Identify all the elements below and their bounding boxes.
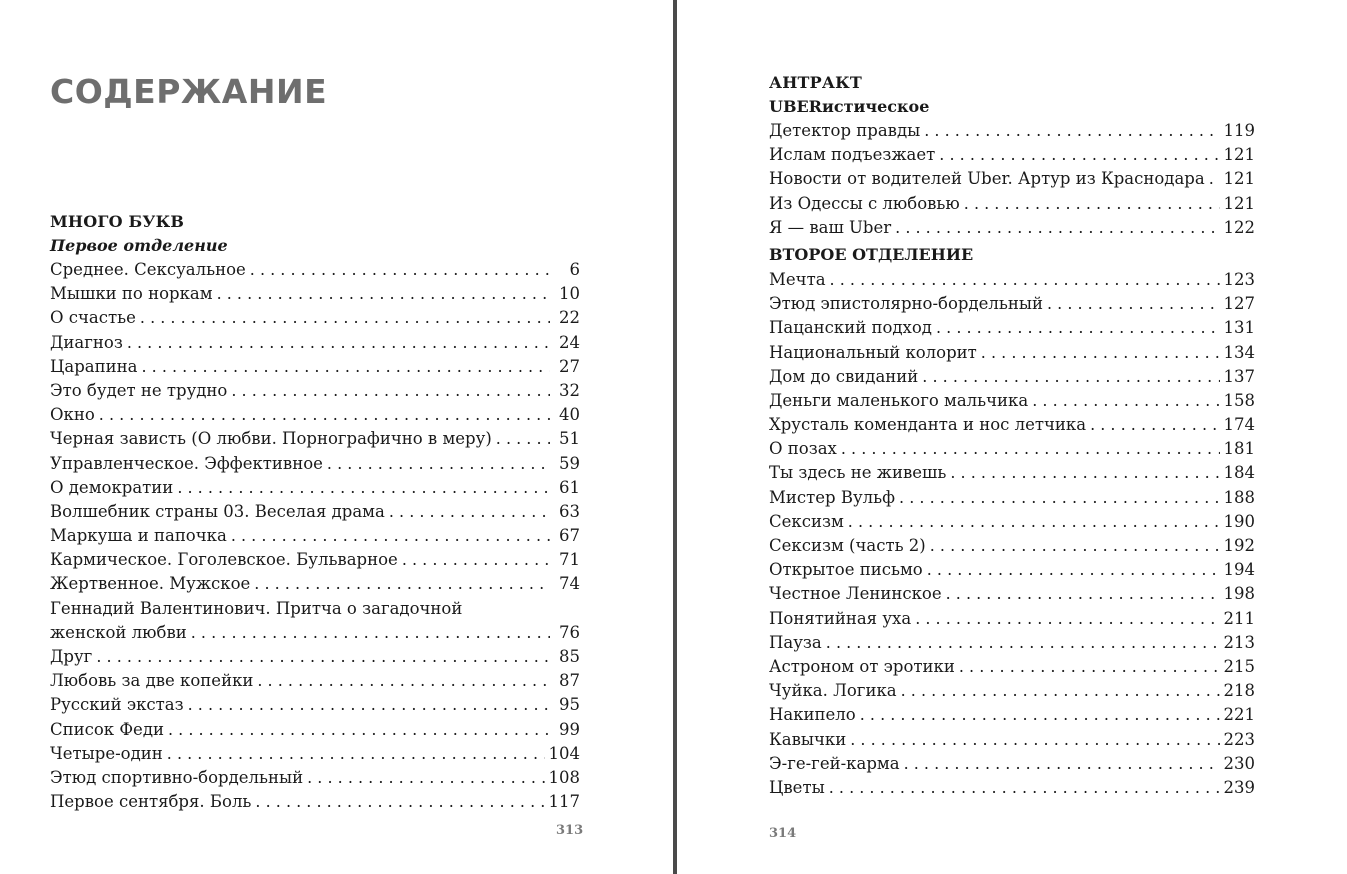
entry-title: Кармическое. Гоголевское. Бульварное	[50, 550, 398, 570]
dot-leader	[860, 703, 1220, 727]
entry-title: О позах	[769, 439, 837, 459]
entry-page: 198	[1223, 584, 1255, 604]
entry-title: Из Одессы с любовью	[769, 193, 960, 213]
entry-title: О демократии	[50, 477, 174, 497]
entry-title: Ты здесь не живешь	[769, 463, 947, 483]
toc-entry[interactable]	[769, 119, 1255, 143]
dot-leader	[389, 500, 550, 524]
dot-leader	[127, 331, 550, 355]
dot-leader	[930, 534, 1220, 558]
entry-page: 211	[1223, 608, 1255, 628]
entry-page: 10	[559, 284, 580, 304]
entry-page: 74	[559, 574, 580, 594]
toc-entry[interactable]	[769, 486, 1255, 510]
dot-leader	[826, 631, 1220, 655]
dot-leader	[168, 718, 550, 742]
entry-page: 215	[1223, 656, 1255, 676]
page-number: 313	[556, 823, 584, 838]
dot-leader	[959, 655, 1220, 679]
entry-page: 121	[1223, 145, 1255, 165]
contents-heading: СОДЕРЖАНИЕ	[50, 72, 328, 111]
entry-page: 221	[1223, 705, 1255, 725]
toc-entry[interactable]	[769, 316, 1255, 340]
entry-page: 117	[548, 792, 580, 812]
entry-title: Волшебник страны 03. Веселая драма	[50, 501, 385, 521]
entry-title: Э-ге-гей-карма	[769, 753, 900, 773]
section-title: Первое отделение	[50, 236, 228, 255]
dot-leader	[96, 645, 550, 669]
dot-leader	[307, 766, 544, 790]
toc-entry[interactable]	[769, 534, 1255, 558]
toc-entry[interactable]	[769, 389, 1255, 413]
entry-title: Царапина	[50, 356, 138, 376]
dot-leader	[496, 427, 550, 451]
entry-title: Четыре-один	[50, 743, 163, 763]
entry-title: Управленческое. Эффективное	[50, 453, 323, 473]
dot-leader	[915, 607, 1219, 631]
entry-page: 87	[559, 671, 580, 691]
dot-leader	[250, 258, 550, 282]
toc-entry[interactable]	[50, 427, 580, 451]
entry-title-line1[interactable]: Геннадий Валентинович. Притча о загадочной	[50, 598, 463, 618]
entry-page: 67	[559, 526, 580, 546]
entry-title: Мечта	[769, 269, 826, 289]
left-page	[0, 0, 673, 874]
dot-leader	[841, 437, 1220, 461]
toc-entry[interactable]	[769, 341, 1255, 365]
dot-leader	[964, 192, 1220, 216]
entry-title: Астроном от эротики	[769, 656, 955, 676]
entry-title: О счастье	[50, 308, 136, 328]
dot-leader	[981, 341, 1220, 365]
toc-entry[interactable]	[769, 192, 1255, 216]
entry-title: Этюд эпистолярно-бордельный	[769, 294, 1043, 314]
entry-title: Чуйка. Логика	[769, 681, 897, 701]
dot-leader	[257, 669, 550, 693]
entry-page: 85	[559, 647, 580, 666]
entry-title: Пацанский подход	[769, 318, 932, 338]
toc-entry[interactable]	[769, 461, 1255, 485]
part-title: МНОГО БУКВ	[50, 212, 185, 231]
entry-page: 24	[559, 332, 580, 352]
entry-page: 6	[569, 260, 580, 279]
entry-page: 127	[1223, 294, 1255, 314]
dot-leader	[231, 524, 550, 548]
entry-page: 59	[559, 453, 580, 473]
entry-page: 137	[1223, 366, 1255, 386]
toc-entry[interactable]	[50, 790, 580, 814]
entry-page: 76	[559, 622, 580, 642]
toc-entry[interactable]	[769, 582, 1255, 606]
toc-entry[interactable]	[769, 631, 1255, 655]
toc-entry[interactable]	[50, 669, 580, 693]
toc-entry[interactable]	[769, 679, 1255, 703]
entry-page: 51	[559, 429, 580, 449]
toc-entry[interactable]	[769, 413, 1255, 437]
entry-title: Понятийная уха	[769, 608, 912, 628]
section-title: ВТОРОЕ ОТДЕЛЕНИЕ	[769, 244, 974, 264]
toc-entry[interactable]	[50, 379, 580, 403]
dot-leader	[141, 355, 550, 379]
dot-leader	[830, 268, 1220, 292]
toc-entry[interactable]	[769, 703, 1255, 727]
entry-page: 223	[1223, 729, 1255, 749]
entry-page: 95	[559, 695, 580, 715]
entry-page: 192	[1223, 536, 1255, 555]
toc-entry[interactable]	[769, 292, 1255, 316]
dot-leader	[904, 752, 1220, 776]
entry-title: Мышки по норкам	[50, 284, 213, 304]
toc-entry[interactable]	[50, 355, 580, 379]
toc-entry[interactable]	[50, 766, 580, 790]
toc-entry[interactable]	[769, 728, 1255, 752]
toc-entry[interactable]	[50, 718, 580, 742]
toc-entry[interactable]	[769, 268, 1255, 292]
toc-entry[interactable]	[50, 645, 580, 669]
dot-leader	[188, 693, 550, 717]
dot-leader	[1047, 292, 1220, 316]
dot-leader	[254, 572, 550, 596]
toc-entry[interactable]	[50, 331, 580, 355]
entry-title: Окно	[50, 405, 95, 425]
dot-leader	[99, 403, 550, 427]
entry-page: 188	[1223, 487, 1255, 507]
toc-entry[interactable]	[50, 476, 580, 500]
entry-page: 213	[1223, 632, 1255, 652]
dot-leader	[829, 776, 1220, 800]
dot-leader	[217, 282, 550, 306]
dot-leader	[402, 548, 550, 572]
dot-leader	[231, 379, 550, 403]
entry-title: Первое сентября. Боль	[50, 792, 252, 812]
toc-entry[interactable]	[769, 607, 1255, 631]
right-toc	[769, 71, 1255, 800]
entry-title: Жертвенное. Мужское	[50, 574, 251, 594]
dot-leader	[1090, 413, 1219, 437]
dot-leader	[850, 728, 1219, 752]
entry-page: 22	[559, 308, 580, 328]
entry-page: 99	[559, 719, 580, 739]
toc-entry[interactable]	[50, 306, 580, 330]
entry-title: Черная зависть (О любви. Порнографично в меру)	[50, 429, 492, 449]
section-title: UBERистическое	[769, 97, 930, 116]
entry-page: 123	[1223, 269, 1255, 289]
dot-leader	[899, 486, 1219, 510]
toc-entry[interactable]	[50, 693, 580, 717]
entry-page: 71	[559, 550, 580, 570]
entry-page: 190	[1223, 511, 1255, 531]
toc-entry[interactable]	[50, 742, 580, 766]
toc-entry[interactable]	[50, 452, 580, 476]
entry-page: 63	[559, 501, 580, 521]
entry-title: Цветы	[769, 777, 825, 797]
entry-title: Сексизм	[769, 511, 844, 531]
entry-title: Среднее. Сексуальное	[50, 260, 246, 279]
toc-entry[interactable]	[769, 143, 1255, 167]
entry-page: 181	[1223, 439, 1255, 459]
entry-title: Открытое письмо	[769, 560, 923, 580]
entry-title: Национальный колорит	[769, 342, 977, 362]
toc-entry[interactable]	[769, 752, 1255, 776]
entry-page: 134	[1223, 342, 1255, 362]
entry-title: Ислам подъезжает	[769, 145, 936, 165]
entry-page: 131	[1223, 318, 1255, 338]
entry-title: Хрусталь коменданта и нос летчика	[769, 415, 1087, 435]
toc-entry[interactable]	[50, 500, 580, 524]
toc-entry[interactable]	[769, 776, 1255, 800]
dot-leader	[327, 452, 550, 476]
dot-leader	[936, 316, 1220, 340]
entry-title: Деньги маленького мальчика	[769, 390, 1029, 410]
toc-entry[interactable]	[769, 655, 1255, 679]
dot-leader	[191, 621, 550, 645]
entry-title: Список Феди	[50, 719, 164, 739]
entry-title: Русский экстаз	[50, 695, 184, 715]
dot-leader	[927, 558, 1220, 582]
entry-title: Друг	[50, 647, 93, 666]
dot-leader	[895, 216, 1219, 240]
entry-page: 230	[1223, 753, 1255, 773]
entry-page: 61	[559, 477, 580, 497]
dot-leader	[901, 679, 1220, 703]
entry-title: Я — ваш Uber	[769, 217, 892, 237]
toc-entry[interactable]	[50, 548, 580, 572]
entry-page: 32	[559, 380, 580, 400]
entry-title: Пауза	[769, 632, 822, 652]
entry-title: Детектор правды	[769, 121, 921, 140]
entry-title: Сексизм (часть 2)	[769, 536, 926, 555]
entry-title: Маркуша и папочка	[50, 526, 227, 546]
entry-page: 108	[548, 767, 580, 787]
toc-entry[interactable]	[50, 282, 580, 306]
entry-title: Это будет не трудно	[50, 380, 228, 400]
toc-entry[interactable]	[769, 558, 1255, 582]
toc-entry[interactable]	[50, 403, 580, 427]
dot-leader	[924, 119, 1219, 143]
dot-leader	[140, 306, 550, 330]
entry-title: Любовь за две копейки	[50, 671, 254, 691]
part-title: АНТРАКТ	[769, 73, 862, 92]
dot-leader	[939, 143, 1219, 167]
toc-entry[interactable]	[769, 216, 1255, 240]
page-number: 314	[769, 826, 797, 841]
dot-leader	[922, 365, 1219, 389]
entry-page: 122	[1223, 217, 1255, 237]
entry-title: Накипело	[769, 705, 856, 725]
entry-title: женской любви	[50, 622, 187, 642]
toc-entry[interactable]	[50, 572, 580, 596]
dot-leader	[950, 461, 1219, 485]
entry-page: 174	[1223, 415, 1255, 435]
entry-title: Мистер Вульф	[769, 487, 896, 507]
dot-leader	[946, 582, 1220, 606]
entry-title: Новости от водителей Uber. Артур из Краснодара	[769, 169, 1205, 189]
toc-entry[interactable]	[50, 621, 580, 645]
dot-leader	[1209, 167, 1220, 191]
entry-page: 121	[1223, 193, 1255, 213]
entry-page: 104	[548, 743, 580, 763]
toc-entry[interactable]	[769, 167, 1255, 191]
entry-title: Кавычки	[769, 729, 847, 749]
entry-title: Этюд спортивно-бордельный	[50, 767, 304, 787]
entry-page: 218	[1223, 681, 1255, 701]
toc-entry[interactable]	[769, 510, 1255, 534]
toc-entry[interactable]	[50, 524, 580, 548]
entry-title: Честное Ленинское	[769, 584, 942, 604]
entry-page: 40	[559, 405, 580, 425]
left-toc	[50, 210, 580, 814]
entry-page: 27	[559, 356, 580, 376]
dot-leader	[177, 476, 550, 500]
dot-leader	[848, 510, 1220, 534]
entry-title: Дом до свиданий	[769, 366, 919, 386]
entry-page: 158	[1223, 390, 1255, 410]
dot-leader	[1032, 389, 1219, 413]
entry-page: 121	[1223, 169, 1255, 189]
toc-entry[interactable]	[50, 258, 580, 282]
entry-page: 119	[1223, 121, 1255, 140]
entry-page: 194	[1223, 560, 1255, 580]
dot-leader	[167, 742, 545, 766]
toc-entry[interactable]	[769, 365, 1255, 389]
entry-title: Диагноз	[50, 332, 123, 352]
right-page	[677, 0, 1347, 874]
dot-leader	[255, 790, 544, 814]
entry-page: 239	[1223, 777, 1255, 797]
toc-entry[interactable]	[769, 437, 1255, 461]
entry-page: 184	[1223, 463, 1255, 483]
